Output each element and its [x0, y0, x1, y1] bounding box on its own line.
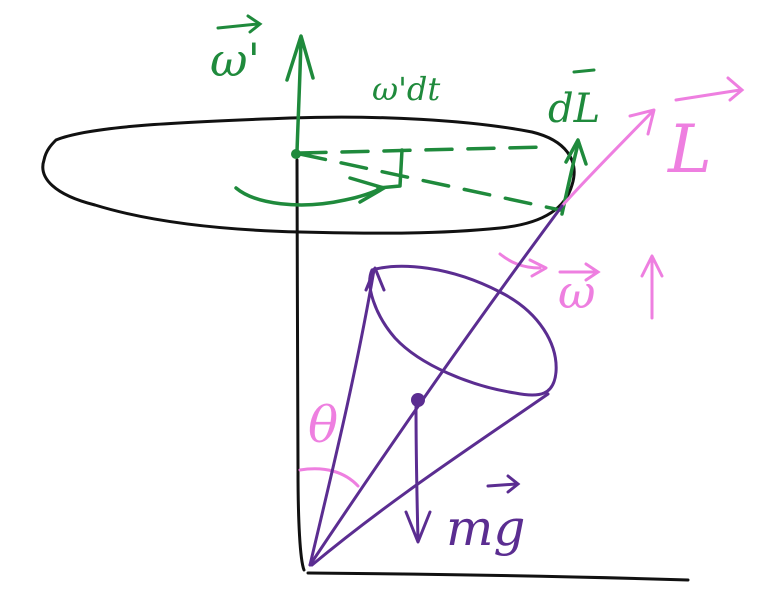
green-annotations	[236, 36, 586, 214]
center-of-mass-dot	[411, 393, 425, 407]
omega-prime-dt-label: ω'dt	[372, 70, 441, 108]
dL-overbar	[574, 70, 594, 72]
theta-label: θ	[308, 396, 339, 454]
precession-disk	[43, 117, 574, 233]
right-angle-mark	[378, 150, 402, 188]
omega-arrow	[642, 256, 662, 318]
dL-label: dL	[548, 86, 601, 132]
cone-rim	[370, 266, 556, 395]
mg-arrow-shaft	[416, 404, 418, 540]
vertical-axis	[297, 160, 304, 570]
omega-prime-label: ω'	[210, 33, 261, 87]
omega-label: ω	[558, 265, 596, 319]
L-overarrow-head	[728, 78, 742, 100]
mg-label: mg	[446, 499, 526, 557]
L-label: L	[668, 111, 712, 188]
horizontal-axis	[308, 573, 688, 580]
omega-prime-arrow-shaft	[297, 38, 301, 152]
dashed-radius-top	[300, 147, 545, 153]
mg-overarrow	[488, 484, 516, 486]
omega-prime-overarrow	[218, 24, 258, 28]
